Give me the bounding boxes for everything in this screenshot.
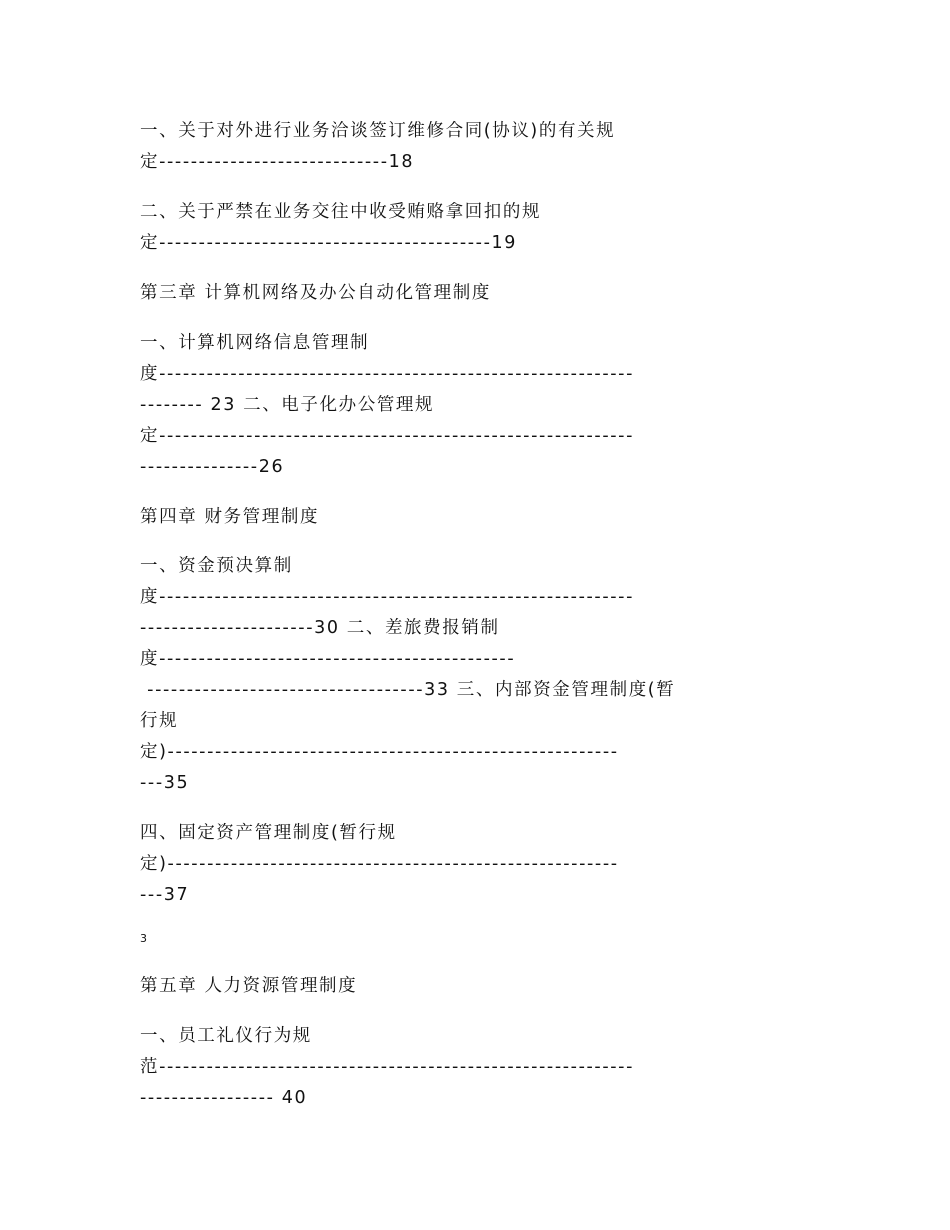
toc-entry-line: 定------------------------------------------------------------ bbox=[140, 426, 634, 446]
toc-entry-line: 度------------------------------------------------------------ bbox=[140, 587, 634, 607]
toc-entry-line: ---37 bbox=[140, 885, 190, 905]
toc-entry-line: ----------------- 40 bbox=[140, 1088, 308, 1108]
toc-entry-line: ---------------26 bbox=[140, 457, 285, 477]
page-number: 3 bbox=[140, 932, 147, 945]
chapter-heading: 第五章 人力资源管理制度 bbox=[140, 976, 358, 996]
toc-entry-line: -----------------------------------33 三、内部资金管理制度(暂 bbox=[140, 680, 676, 700]
toc-entry-line: ---35 bbox=[140, 773, 190, 793]
toc-entry-line: 度------------------------------------------------------------ bbox=[140, 364, 634, 384]
chapter-heading: 第四章 财务管理制度 bbox=[140, 507, 320, 527]
toc-entry-line: ----------------------30 二、差旅费报销制 bbox=[140, 618, 500, 638]
toc-entry-line: 范------------------------------------------------------------ bbox=[140, 1057, 634, 1077]
toc-entry-line: 度--------------------------------------------- bbox=[140, 649, 516, 669]
toc-entry-line: 四、固定资产管理制度(暂行规 bbox=[140, 823, 397, 843]
chapter-heading: 第三章 计算机网络及办公自动化管理制度 bbox=[140, 283, 491, 303]
toc-entry-line: 一、计算机网络信息管理制 bbox=[140, 333, 370, 353]
toc-entry-line: 一、关于对外进行业务洽谈签订维修合同(协议)的有关规 bbox=[140, 121, 616, 141]
toc-entry-line: 一、资金预决算制 bbox=[140, 556, 293, 576]
toc-entry-line: 行规 bbox=[140, 711, 179, 731]
toc-entry-line: 定)--------------------------------------------------------- bbox=[140, 854, 619, 874]
toc-entry-line: 一、员工礼仪行为规 bbox=[140, 1026, 312, 1046]
toc-entry-line: 定)--------------------------------------------------------- bbox=[140, 742, 619, 762]
toc-entry-line: 定-----------------------------18 bbox=[140, 152, 415, 172]
toc-entry-line: 定------------------------------------------19 bbox=[140, 233, 517, 253]
toc-entry-line: 二、关于严禁在业务交往中收受贿赂拿回扣的规 bbox=[140, 202, 542, 222]
toc-entry-line: -------- 23 二、电子化办公管理规 bbox=[140, 395, 435, 415]
